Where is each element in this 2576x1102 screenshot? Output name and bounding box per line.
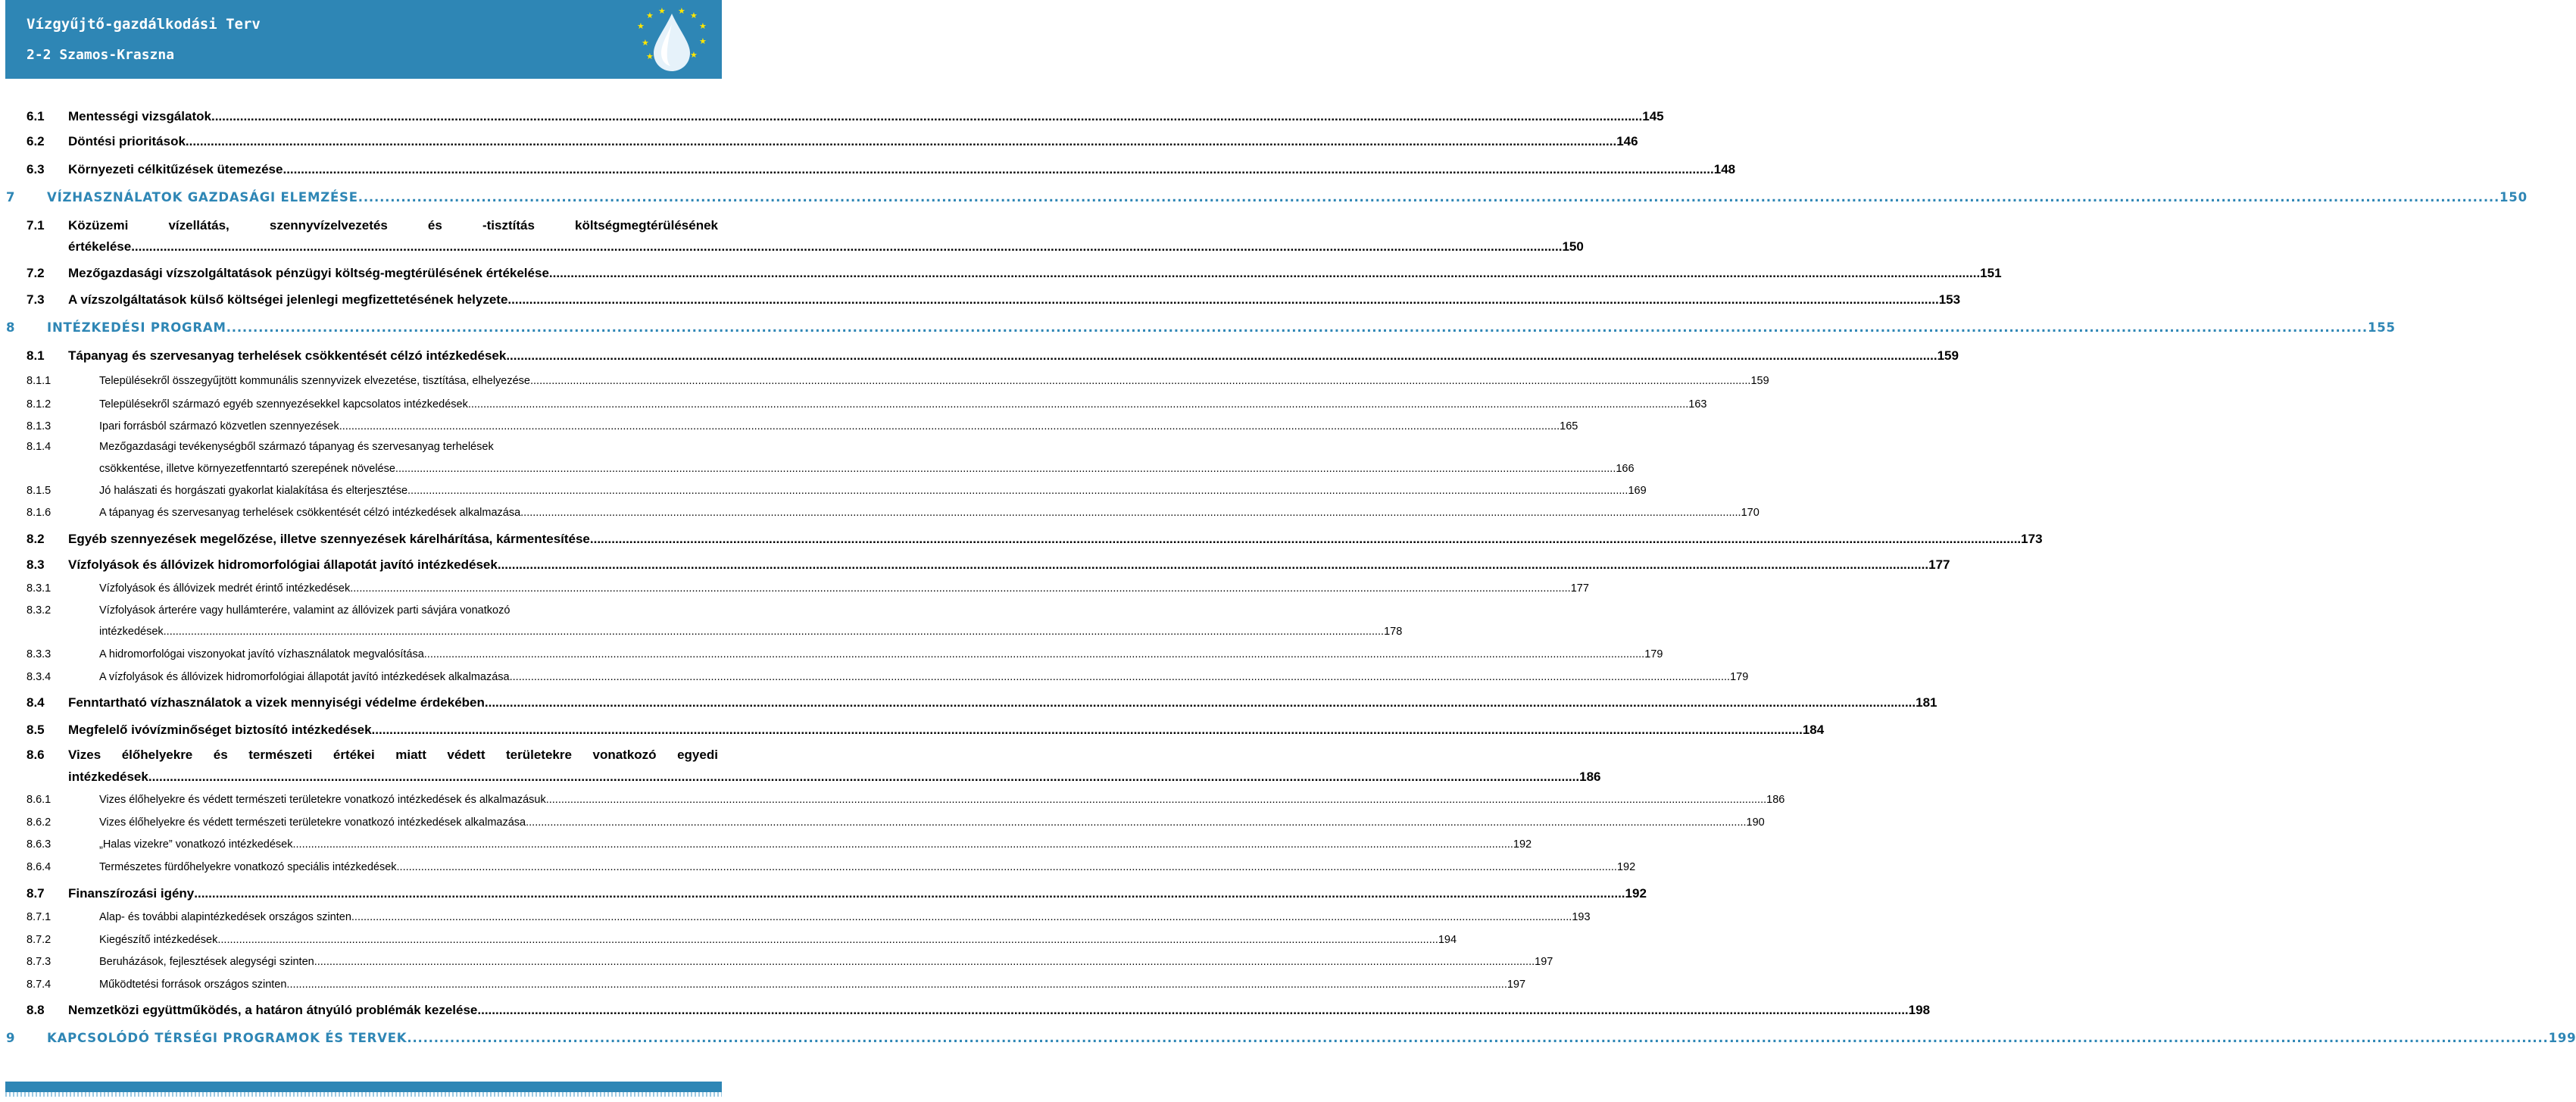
- toc-entry-number: 8.6: [27, 748, 45, 762]
- toc-entry-title: INTÉZKEDÉSI PROGRAM: [47, 320, 226, 335]
- toc-entry-link[interactable]: [68, 266, 2002, 281]
- dot-leader: ................................................................................................................................................................................................................................................................................................................................................................................................................: [358, 190, 2500, 204]
- header-subtitle: 2-2 Szamos-Kraszna: [27, 47, 175, 63]
- svg-text:★: ★: [646, 52, 654, 61]
- toc-entry-number: 8.3.4: [27, 671, 52, 683]
- toc-entry-title: Kiegészítő intézkedések: [99, 934, 218, 946]
- toc-entry-link[interactable]: [99, 934, 1457, 946]
- dot-leader: ................................................................................................................................................................................................................................................................................................................................................................................................................: [497, 557, 1929, 572]
- toc-entry-link[interactable]: [99, 979, 1526, 991]
- toc-entry-title: Fenntartható vízhasználatok a vizek mennyiségi védelme érdekében: [68, 695, 485, 710]
- toc-entry-page: 153: [1938, 292, 1961, 307]
- toc-entry-page: 181: [1916, 695, 1937, 710]
- toc-entry-title: „Halas vizekre” vonatkozó intézkedések: [99, 838, 293, 851]
- toc-entry-number: 7.2: [27, 266, 45, 280]
- dot-leader: ................................................................................................................................................................................................................................................................................................................................................................................................................: [589, 532, 2022, 546]
- toc-entry-number: 8.1.4: [27, 441, 52, 453]
- dot-leader: ................................................................................................................................................................................................................................................................................................................................................................................................................: [467, 398, 1689, 411]
- toc-entry-title: Döntési prioritások: [68, 134, 186, 148]
- svg-text:★: ★: [690, 11, 698, 20]
- toc-entry-link[interactable]: [99, 816, 1765, 829]
- toc-entry-link[interactable]: [47, 190, 2528, 204]
- toc-entry-number: 8.3.2: [27, 604, 52, 617]
- dot-leader: ................................................................................................................................................................................................................................................................................................................................................................................................................: [509, 671, 1731, 683]
- toc-entry-link[interactable]: [68, 162, 1736, 177]
- toc-entry-title-line: Vízfolyások árterére vagy hullámterére, valamint az állóvizek parti sávjára vonatkozó: [99, 604, 511, 617]
- toc-entry-number: 8.7: [27, 886, 45, 901]
- toc-entry-link[interactable]: [68, 886, 1647, 901]
- toc-entry-number: 8.3: [27, 557, 45, 572]
- toc-entry-page: 145: [1642, 109, 1664, 123]
- svg-text:★: ★: [699, 21, 707, 31]
- toc-entry-link[interactable]: [99, 648, 1663, 660]
- toc-entry-number: 8.1.6: [27, 507, 52, 519]
- dot-leader: ................................................................................................................................................................................................................................................................................................................................................................................................................: [185, 134, 1617, 148]
- dot-leader: ................................................................................................................................................................................................................................................................................................................................................................................................................: [507, 292, 1939, 307]
- dot-leader: ................................................................................................................................................................................................................................................................................................................................................................................................................: [526, 816, 1747, 829]
- toc-entry-title: Nemzetközi együttműködés, a határon átnyúló problémák kezelése: [68, 1003, 478, 1017]
- toc-entry-number: 8.6.4: [27, 861, 52, 873]
- toc-entry-link[interactable]: [99, 671, 1749, 683]
- dot-leader: ................................................................................................................................................................................................................................................................................................................................................................................................................: [351, 911, 1572, 923]
- toc-entry-link[interactable]: [68, 1003, 1931, 1018]
- toc-entry-page: 198: [1908, 1003, 1931, 1017]
- toc-entry-page: 186: [1579, 770, 1601, 784]
- toc-entry-title: VÍZHASZNÁLATOK GAZDASÁGI ELEMZÉSE: [47, 190, 358, 204]
- toc-entry-link[interactable]: [99, 956, 1553, 968]
- toc-entry-page: 155: [2367, 320, 2396, 335]
- toc-entry-page: 150: [2500, 190, 2528, 204]
- toc-entry-number: 8.3.3: [27, 648, 52, 660]
- toc-entry-link[interactable]: [68, 239, 1584, 254]
- toc-entry-page: 192: [1616, 861, 1636, 873]
- toc-entry-number: 8.6.1: [27, 794, 52, 806]
- svg-text:★: ★: [637, 21, 645, 31]
- svg-text:★: ★: [642, 38, 649, 48]
- dot-leader: ................................................................................................................................................................................................................................................................................................................................................................................................................: [407, 1031, 2549, 1045]
- dot-leader: ................................................................................................................................................................................................................................................................................................................................................................................................................: [371, 723, 1803, 737]
- toc-entry-number: 6.1: [27, 109, 45, 123]
- toc-entry-link[interactable]: [99, 398, 1707, 411]
- toc-entry-link[interactable]: [47, 320, 2396, 335]
- toc-entry-link[interactable]: [68, 292, 1961, 307]
- toc-entry-number: 8.8: [27, 1003, 45, 1017]
- toc-entry-number: 9: [6, 1031, 16, 1045]
- toc-entry-title: Beruházások, fejlesztések alegységi szinten: [99, 956, 314, 968]
- toc-entry-page: 192: [1513, 838, 1532, 851]
- toc-entry-title-line: Mezőgazdasági tevékenységből származó tápanyag és szervesanyag terhelések: [99, 441, 494, 453]
- toc-entry-number: 7: [6, 190, 16, 204]
- toc-entry-title: Mentességi vizsgálatok: [68, 109, 211, 123]
- footer-bar: [5, 1082, 722, 1092]
- toc-entry-link[interactable]: [68, 134, 1638, 149]
- toc-entry-number: 7.1: [27, 218, 45, 233]
- toc-entry-page: 159: [1937, 348, 1959, 363]
- toc-entry-number: 8.6.3: [27, 838, 52, 851]
- toc-entry-page: 197: [1507, 979, 1526, 991]
- dot-leader: ................................................................................................................................................................................................................................................................................................................................................................................................................: [163, 626, 1385, 638]
- svg-text:★: ★: [646, 11, 654, 20]
- toc-entry-title: Működtetési források országos szinten: [99, 979, 287, 991]
- toc-entry-number: 7.3: [27, 292, 45, 307]
- dot-leader: ................................................................................................................................................................................................................................................................................................................................................................................................................: [484, 695, 1916, 710]
- footer-strip: [5, 1092, 722, 1097]
- toc-entry-title: csökkentése, illetve környezetfenntartó szerepének növelése: [99, 463, 395, 475]
- toc-entry-number: 8.7.1: [27, 911, 52, 923]
- toc-entry-page: 184: [1802, 723, 1825, 737]
- toc-entry-link[interactable]: [68, 695, 1937, 710]
- toc-entry-title: KAPCSOLÓDÓ TÉRSÉGI PROGRAMOK ÉS TERVEK: [47, 1031, 407, 1045]
- toc-entry-page: 166: [1616, 463, 1635, 475]
- toc-entry-link[interactable]: [99, 626, 1403, 638]
- toc-entry-title-line: Vizes élőhelyekre és természeti értékei miatt védett területekre vonatkozó egyedi: [68, 748, 718, 762]
- toc-entry-title: Mezőgazdasági vízszolgáltatások pénzügyi költség-megtérülésének értékelése: [68, 266, 549, 280]
- dot-leader: ................................................................................................................................................................................................................................................................................................................................................................................................................: [396, 861, 1617, 873]
- toc-entry-page: 179: [1644, 648, 1663, 660]
- toc-entry-title: Finanszírozási igény: [68, 886, 195, 901]
- toc-entry-page: 170: [1741, 507, 1759, 519]
- dot-leader: ................................................................................................................................................................................................................................................................................................................................................................................................................: [286, 979, 1507, 991]
- toc-entry-page: 199: [2548, 1031, 2576, 1045]
- svg-text:★: ★: [690, 50, 698, 60]
- dot-leader: ................................................................................................................................................................................................................................................................................................................................................................................................................: [407, 485, 1628, 497]
- toc-entry-title: Egyéb szennyezések megelőzése, illetve szennyezések kárelhárítása, kármentesítése: [68, 532, 590, 546]
- toc-entry-link[interactable]: [99, 420, 1578, 432]
- toc-entry-link[interactable]: [68, 109, 1664, 124]
- toc-entry-title: Megfelelő ivóvízminőséget biztosító intézkedések: [68, 723, 372, 737]
- dot-leader: ................................................................................................................................................................................................................................................................................................................................................................................................................: [283, 162, 1714, 176]
- toc-entry-link[interactable]: [68, 348, 1959, 364]
- svg-text:★: ★: [658, 6, 666, 16]
- dot-leader: ................................................................................................................................................................................................................................................................................................................................................................................................................: [520, 507, 1741, 519]
- toc-entry-title: Vizes élőhelyekre és védett természeti területekre vonatkozó intézkedések és alkalmazásuk: [99, 794, 546, 806]
- dot-leader: ................................................................................................................................................................................................................................................................................................................................................................................................................: [292, 838, 1513, 851]
- toc-entry-page: 178: [1384, 626, 1403, 638]
- toc-entry-page: 192: [1625, 886, 1647, 901]
- toc-entry-page: 165: [1560, 420, 1578, 432]
- toc-entry-page: 193: [1572, 911, 1591, 923]
- toc-entry-link[interactable]: [99, 838, 1532, 851]
- dot-leader: ................................................................................................................................................................................................................................................................................................................................................................................................................: [477, 1003, 1909, 1017]
- toc-entry-title: A vízfolyások és állóvizek hidromorfológiai állapotát javító intézkedések alkalmazása: [99, 671, 510, 683]
- toc-entry-number: 8.7.4: [27, 979, 52, 991]
- toc-entry-number: 8.3.1: [27, 582, 52, 595]
- toc-entry-number: 8.1.2: [27, 398, 52, 411]
- toc-entry-title: Természetes fürdőhelyekre vonatkozó speciális intézkedések: [99, 861, 397, 873]
- toc-entry-title: A hidromorfológai viszonyokat javító vízhasználatok megvalósítása: [99, 648, 424, 660]
- toc-entry-page: 163: [1688, 398, 1707, 411]
- toc-entry-link[interactable]: [99, 375, 1769, 387]
- toc-entry-link[interactable]: [99, 911, 1591, 923]
- dot-leader: ................................................................................................................................................................................................................................................................................................................................................................................................................: [211, 109, 1643, 123]
- toc-entry-link[interactable]: [68, 557, 1950, 573]
- dot-leader: ................................................................................................................................................................................................................................................................................................................................................................................................................: [548, 266, 1981, 280]
- toc-entry-title: Ipari forrásból származó közvetlen szennyezések: [99, 420, 339, 432]
- dot-leader: ................................................................................................................................................................................................................................................................................................................................................................................................................: [506, 348, 1937, 363]
- toc-entry-title: Településekről származó egyéb szennyezésekkel kapcsolatos intézkedések: [99, 398, 468, 411]
- dot-leader: ................................................................................................................................................................................................................................................................................................................................................................................................................: [148, 770, 1580, 784]
- toc-entry-number: 8: [6, 320, 16, 335]
- toc-entry-number: 6.3: [27, 162, 45, 176]
- dot-leader: ................................................................................................................................................................................................................................................................................................................................................................................................................: [226, 320, 2368, 335]
- toc-entry-link[interactable]: [99, 485, 1647, 497]
- header-title: Vízgyűjtő-gazdálkodási Terv: [27, 16, 261, 33]
- toc-entry-page: 169: [1628, 485, 1647, 497]
- toc-entry-number: 8.6.2: [27, 816, 52, 829]
- toc-entry-title: A tápanyag és szervesanyag terhelések csökkentését célzó intézkedések alkalmazása: [99, 507, 521, 519]
- dot-leader: ................................................................................................................................................................................................................................................................................................................................................................................................................: [131, 239, 1563, 254]
- toc-entry-link[interactable]: [68, 770, 1601, 785]
- toc-entry-link[interactable]: [99, 861, 1636, 873]
- toc-entry-page: 177: [1928, 557, 1950, 572]
- toc-entry-number: 6.2: [27, 134, 45, 148]
- toc-entry-title: Vízfolyások és állóvizek medrét érintő intézkedések: [99, 582, 351, 595]
- toc-entry-title: Vizes élőhelyekre és védett természeti területekre vonatkozó intézkedések alkalmazása: [99, 816, 526, 829]
- dot-leader: ................................................................................................................................................................................................................................................................................................................................................................................................................: [350, 582, 1571, 595]
- toc-entry-title: Vízfolyások és állóvizek hidromorfológiai állapotát javító intézkedések: [68, 557, 498, 572]
- dot-leader: ................................................................................................................................................................................................................................................................................................................................................................................................................: [423, 648, 1645, 660]
- toc-entry-link[interactable]: [68, 532, 2043, 547]
- toc-entry-page: 194: [1438, 934, 1457, 946]
- toc-entry-title: Alap- és további alapintézkedések országos szinten: [99, 911, 351, 923]
- svg-text:★: ★: [699, 36, 707, 46]
- toc-entry-page: 197: [1535, 956, 1553, 968]
- toc-entry-number: 8.1.1: [27, 375, 52, 387]
- toc-entry-title-line: Közüzemi vízellátás, szennyvízelvezetés és -tisztítás költségmegtérülésének: [68, 218, 718, 233]
- toc-entry-page: 173: [2021, 532, 2043, 546]
- toc-entry-page: 179: [1730, 671, 1749, 683]
- toc-entry-title: Településekről összegyűjtött kommunális szennyvizek elvezetése, tisztítása, elhelyezése: [99, 375, 530, 387]
- toc-entry-page: 148: [1713, 162, 1736, 176]
- toc-entry-link[interactable]: [99, 582, 1589, 595]
- dot-leader: ................................................................................................................................................................................................................................................................................................................................................................................................................: [530, 375, 1751, 387]
- dot-leader: ................................................................................................................................................................................................................................................................................................................................................................................................................: [395, 463, 1616, 475]
- toc-entry-page: 150: [1562, 239, 1584, 254]
- toc-entry-page: 146: [1616, 134, 1638, 148]
- dot-leader: ................................................................................................................................................................................................................................................................................................................................................................................................................: [545, 794, 1767, 806]
- svg-text:★: ★: [678, 6, 685, 16]
- toc-entry-page: 177: [1570, 582, 1589, 595]
- toc-entry-page: 159: [1750, 375, 1769, 387]
- dot-leader: ................................................................................................................................................................................................................................................................................................................................................................................................................: [339, 420, 1560, 432]
- toc-entry-title: Tápanyag és szervesanyag terhelések csökkentését célzó intézkedések: [68, 348, 507, 363]
- toc-entry-number: 8.5: [27, 723, 45, 737]
- toc-entry-link[interactable]: [99, 463, 1635, 475]
- toc-entry-page: 186: [1766, 794, 1785, 806]
- toc-entry-number: 8.1.3: [27, 420, 52, 432]
- toc-entry-link[interactable]: [99, 794, 1785, 806]
- toc-entry-number: 8.1.5: [27, 485, 52, 497]
- toc-entry-title: Jó halászati és horgászati gyakorlat kialakítása és elterjesztése: [99, 485, 408, 497]
- toc-entry-link[interactable]: [47, 1031, 2576, 1045]
- toc-entry-link[interactable]: [99, 507, 1759, 519]
- toc-entry-title: A vízszolgáltatások külső költségei jelenlegi megfizettetésének helyzete: [68, 292, 508, 307]
- toc-entry-link[interactable]: [68, 723, 1825, 738]
- dot-leader: ................................................................................................................................................................................................................................................................................................................................................................................................................: [314, 956, 1535, 968]
- dot-leader: ................................................................................................................................................................................................................................................................................................................................................................................................................: [194, 886, 1625, 901]
- dot-leader: ................................................................................................................................................................................................................................................................................................................................................................................................................: [217, 934, 1438, 946]
- toc-entry-number: 8.7.2: [27, 934, 52, 946]
- toc-entry-page: 151: [1980, 266, 2002, 280]
- toc-entry-title: Környezeti célkitűzések ütemezése: [68, 162, 283, 176]
- toc-entry-title: értékelése: [68, 239, 132, 254]
- toc-entry-number: 8.7.3: [27, 956, 52, 968]
- toc-entry-title: intézkedések: [68, 770, 148, 784]
- toc-entry-page: 190: [1746, 816, 1765, 829]
- toc-entry-number: 8.4: [27, 695, 45, 710]
- toc-entry-number: 8.1: [27, 348, 45, 363]
- toc-entry-number: 8.2: [27, 532, 45, 546]
- toc-entry-title: intézkedések: [99, 626, 164, 638]
